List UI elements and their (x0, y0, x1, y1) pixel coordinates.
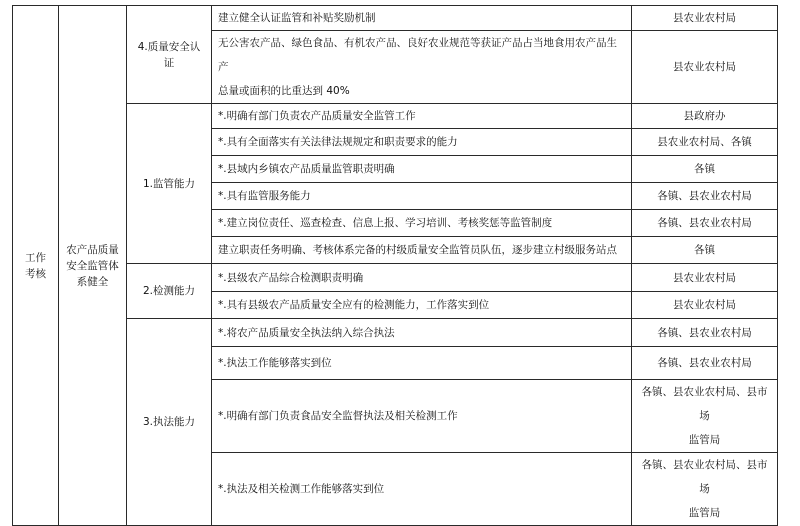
department-cell (632, 129, 778, 156)
task-cell (212, 319, 632, 347)
task-cell (212, 210, 632, 237)
section-cell-3 (127, 319, 212, 526)
department-text: 各镇 (694, 163, 715, 175)
task-text: 建立职责任务明确、考核体系完备的村级质量安全监管员队伍，逐步建立村级服务站点 (218, 244, 617, 256)
department-text: 县政府办 (683, 110, 726, 122)
table-row (13, 104, 778, 129)
task-text: *.明确有部门负责农产品质量安全监管工作 (218, 110, 416, 122)
task-text: *.将农产品质量安全执法纳入综合执法 (218, 326, 395, 339)
section-cell-1 (127, 104, 212, 264)
task-cell (212, 292, 632, 319)
task-text: *.建立岗位责任、巡查检查、信息上报、学习培训、考核奖惩等监管制度 (218, 217, 553, 229)
category-label-line1: 工作 (25, 251, 46, 264)
section-label-line1: 4.质量安全认 (137, 40, 201, 53)
task-text: *.县级农产品综合检测职责明确 (218, 271, 364, 284)
task-cell (212, 104, 632, 129)
task-text: *.执法工作能够落实到位 (218, 357, 332, 369)
subcategory-label-line2: 安全监管体 (66, 259, 119, 272)
department-text: 县农业农村局 (673, 299, 736, 311)
department-cell (632, 264, 778, 292)
department-text: 各镇、县农业农村局 (657, 357, 752, 369)
department-cell (632, 31, 778, 104)
task-cell (212, 237, 632, 264)
task-cell (212, 264, 632, 292)
task-text-line1: 无公害农产品、绿色食品、有机农产品、良好农业规范等获证产品占当地食用农产品生产 (218, 37, 617, 73)
department-cell (632, 237, 778, 264)
task-cell (212, 380, 632, 453)
department-cell (632, 104, 778, 129)
task-cell (212, 31, 632, 104)
section-label: 2.检测能力 (142, 285, 196, 297)
department-text: 县农业农村局 (673, 12, 736, 24)
task-text: 建立健全认证监管和补贴奖励机制 (218, 12, 376, 24)
department-cell (632, 210, 778, 237)
department-text: 县农业农村局 (673, 271, 736, 284)
department-cell (632, 319, 778, 347)
department-cell (632, 453, 778, 526)
task-cell (212, 6, 632, 31)
department-cell (632, 292, 778, 319)
department-text-line2: 监管局 (688, 507, 721, 519)
table-row (13, 264, 778, 292)
task-cell (212, 129, 632, 156)
department-text: 县农业农村局 (673, 61, 736, 73)
task-text: *.执法及相关检测工作能够落实到位 (218, 483, 385, 495)
department-text: 各镇、县农业农村局 (657, 326, 752, 339)
section-label: 3.执法能力 (142, 416, 196, 428)
department-cell (632, 380, 778, 453)
subcategory-cell (59, 6, 127, 526)
subcategory-label-line3: 系健全 (76, 275, 109, 288)
section-cell-4 (127, 6, 212, 104)
department-cell (632, 347, 778, 380)
task-cell (212, 453, 632, 526)
task-text: *.具有县级农产品质量安全应有的检测能力，工作落实到位 (218, 299, 490, 311)
task-cell (212, 156, 632, 183)
department-text-line1: 各镇、县农业农村局、县市场 (641, 459, 768, 495)
department-text-line2: 监管局 (688, 434, 721, 446)
task-text-line2: 总量或面积的比重达到 40% (218, 85, 350, 97)
task-cell (212, 183, 632, 210)
task-cell (212, 347, 632, 380)
department-cell (632, 156, 778, 183)
category-cell (13, 6, 59, 526)
department-text-line1: 各镇、县农业农村局、县市场 (641, 386, 768, 422)
department-text: 各镇、县农业农村局 (657, 190, 752, 202)
department-cell (632, 183, 778, 210)
section-label-line2: 证 (163, 56, 175, 69)
subcategory-label-line1: 农产品质量 (66, 243, 119, 256)
department-text: 县农业农村局、各镇 (657, 136, 752, 148)
task-text: *.具有监管服务能力 (218, 190, 311, 202)
section-label: 1.监管能力 (142, 177, 196, 190)
department-text: 各镇 (694, 244, 715, 256)
task-text: *.县域内乡镇农产品质量监管职责明确 (218, 163, 395, 175)
section-cell-2 (127, 264, 212, 319)
task-text: *.明确有部门负责食品安全监督执法及相关检测工作 (218, 410, 458, 422)
department-cell (632, 6, 778, 31)
assessment-table (12, 5, 778, 526)
task-text: *.具有全面落实有关法律法规规定和职责要求的能力 (218, 136, 458, 148)
table-row (13, 6, 778, 31)
table-row (13, 319, 778, 347)
department-text: 各镇、县农业农村局 (657, 217, 752, 229)
category-label-line2: 考核 (25, 267, 46, 280)
